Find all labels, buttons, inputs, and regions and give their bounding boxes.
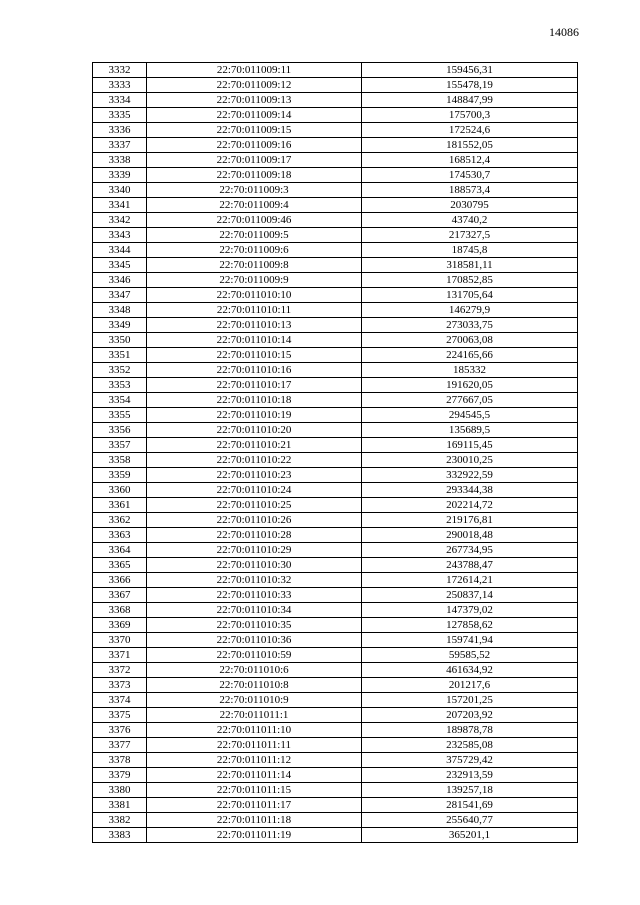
value-cell: 294545,5 xyxy=(362,408,578,423)
value-cell: 172524,6 xyxy=(362,123,578,138)
row-number-cell: 3348 xyxy=(93,303,147,318)
table-row xyxy=(93,708,578,723)
row-number-cell: 3360 xyxy=(93,483,147,498)
cadastral-number-cell: 22:70:011010:11 xyxy=(147,303,362,318)
value-cell: 365201,1 xyxy=(362,828,578,843)
cadastral-number-cell: 22:70:011010:16 xyxy=(147,363,362,378)
table-row xyxy=(93,393,578,408)
table-row xyxy=(93,693,578,708)
row-number-cell: 3383 xyxy=(93,828,147,843)
table-row xyxy=(93,498,578,513)
cadastral-number-cell: 22:70:011010:13 xyxy=(147,318,362,333)
table-row xyxy=(93,78,578,93)
row-number-cell: 3349 xyxy=(93,318,147,333)
cadastral-number-cell: 22:70:011011:18 xyxy=(147,813,362,828)
row-number-cell: 3334 xyxy=(93,93,147,108)
table-row xyxy=(93,363,578,378)
table-row xyxy=(93,633,578,648)
row-number-cell: 3376 xyxy=(93,723,147,738)
value-cell: 159456,31 xyxy=(362,63,578,78)
table-row xyxy=(93,678,578,693)
table-row xyxy=(93,768,578,783)
cadastral-number-cell: 22:70:011009:11 xyxy=(147,63,362,78)
value-cell: 168512,4 xyxy=(362,153,578,168)
table-row xyxy=(93,783,578,798)
cadastral-number-cell: 22:70:011010:30 xyxy=(147,558,362,573)
value-cell: 224165,66 xyxy=(362,348,578,363)
value-cell: 174530,7 xyxy=(362,168,578,183)
row-number-cell: 3353 xyxy=(93,378,147,393)
value-cell: 267734,95 xyxy=(362,543,578,558)
row-number-cell: 3357 xyxy=(93,438,147,453)
value-cell: 159741,94 xyxy=(362,633,578,648)
row-number-cell: 3356 xyxy=(93,423,147,438)
table-row xyxy=(93,618,578,633)
value-cell: 243788,47 xyxy=(362,558,578,573)
cadastral-number-cell: 22:70:011010:15 xyxy=(147,348,362,363)
table-row xyxy=(93,138,578,153)
table-row xyxy=(93,93,578,108)
cadastral-number-cell: 22:70:011010:6 xyxy=(147,663,362,678)
table-row xyxy=(93,168,578,183)
row-number-cell: 3338 xyxy=(93,153,147,168)
cadastral-number-cell: 22:70:011010:34 xyxy=(147,603,362,618)
cadastral-number-cell: 22:70:011011:19 xyxy=(147,828,362,843)
row-number-cell: 3372 xyxy=(93,663,147,678)
table-row xyxy=(93,408,578,423)
cadastral-number-cell: 22:70:011010:8 xyxy=(147,678,362,693)
table-row xyxy=(93,123,578,138)
table-row xyxy=(93,108,578,123)
row-number-cell: 3373 xyxy=(93,678,147,693)
row-number-cell: 3381 xyxy=(93,798,147,813)
value-cell: 201217,6 xyxy=(362,678,578,693)
value-cell: 293344,38 xyxy=(362,483,578,498)
cadastral-number-cell: 22:70:011010:28 xyxy=(147,528,362,543)
cadastral-number-cell: 22:70:011010:22 xyxy=(147,453,362,468)
row-number-cell: 3340 xyxy=(93,183,147,198)
value-cell: 175700,3 xyxy=(362,108,578,123)
value-cell: 43740,2 xyxy=(362,213,578,228)
row-number-cell: 3332 xyxy=(93,63,147,78)
value-cell: 202214,72 xyxy=(362,498,578,513)
cadastral-number-cell: 22:70:011009:18 xyxy=(147,168,362,183)
table-row xyxy=(93,288,578,303)
table-row xyxy=(93,483,578,498)
row-number-cell: 3362 xyxy=(93,513,147,528)
value-cell: 185332 xyxy=(362,363,578,378)
row-number-cell: 3335 xyxy=(93,108,147,123)
value-cell: 2030795 xyxy=(362,198,578,213)
value-cell: 290018,48 xyxy=(362,528,578,543)
value-cell: 318581,11 xyxy=(362,258,578,273)
row-number-cell: 3358 xyxy=(93,453,147,468)
table-row xyxy=(93,438,578,453)
value-cell: 273033,75 xyxy=(362,318,578,333)
row-number-cell: 3347 xyxy=(93,288,147,303)
cadastral-number-cell: 22:70:011009:13 xyxy=(147,93,362,108)
row-number-cell: 3366 xyxy=(93,573,147,588)
row-number-cell: 3377 xyxy=(93,738,147,753)
row-number-cell: 3375 xyxy=(93,708,147,723)
row-number-cell: 3341 xyxy=(93,198,147,213)
cadastral-number-cell: 22:70:011010:36 xyxy=(147,633,362,648)
cadastral-number-cell: 22:70:011010:35 xyxy=(147,618,362,633)
cadastral-number-cell: 22:70:011010:26 xyxy=(147,513,362,528)
table-row xyxy=(93,333,578,348)
row-number-cell: 3368 xyxy=(93,603,147,618)
cadastral-number-cell: 22:70:011010:29 xyxy=(147,543,362,558)
cadastral-number-cell: 22:70:011009:8 xyxy=(147,258,362,273)
value-cell: 181552,05 xyxy=(362,138,578,153)
cadastral-number-cell: 22:70:011009:14 xyxy=(147,108,362,123)
row-number-cell: 3361 xyxy=(93,498,147,513)
row-number-cell: 3369 xyxy=(93,618,147,633)
table-row xyxy=(93,738,578,753)
cadastral-number-cell: 22:70:011011:10 xyxy=(147,723,362,738)
value-cell: 255640,77 xyxy=(362,813,578,828)
row-number-cell: 3336 xyxy=(93,123,147,138)
table-row xyxy=(93,453,578,468)
row-number-cell: 3351 xyxy=(93,348,147,363)
cadastral-number-cell: 22:70:011009:3 xyxy=(147,183,362,198)
value-cell: 131705,64 xyxy=(362,288,578,303)
table-row xyxy=(93,588,578,603)
value-cell: 172614,21 xyxy=(362,573,578,588)
cadastral-number-cell: 22:70:011010:9 xyxy=(147,693,362,708)
table-row xyxy=(93,468,578,483)
table-row xyxy=(93,828,578,843)
value-cell: 270063,08 xyxy=(362,333,578,348)
row-number-cell: 3380 xyxy=(93,783,147,798)
row-number-cell: 3343 xyxy=(93,228,147,243)
registry-table-body xyxy=(93,63,578,843)
cadastral-number-cell: 22:70:011011:1 xyxy=(147,708,362,723)
table-row xyxy=(93,63,578,78)
cadastral-number-cell: 22:70:011009:17 xyxy=(147,153,362,168)
cadastral-number-cell: 22:70:011009:5 xyxy=(147,228,362,243)
table-row xyxy=(93,258,578,273)
table-row xyxy=(93,558,578,573)
cadastral-number-cell: 22:70:011009:46 xyxy=(147,213,362,228)
row-number-cell: 3374 xyxy=(93,693,147,708)
row-number-cell: 3370 xyxy=(93,633,147,648)
value-cell: 191620,05 xyxy=(362,378,578,393)
row-number-cell: 3382 xyxy=(93,813,147,828)
row-number-cell: 3342 xyxy=(93,213,147,228)
cadastral-number-cell: 22:70:011009:16 xyxy=(147,138,362,153)
cadastral-number-cell: 22:70:011010:25 xyxy=(147,498,362,513)
table-row xyxy=(93,753,578,768)
row-number-cell: 3371 xyxy=(93,648,147,663)
cadastral-number-cell: 22:70:011010:20 xyxy=(147,423,362,438)
row-number-cell: 3363 xyxy=(93,528,147,543)
row-number-cell: 3339 xyxy=(93,168,147,183)
row-number-cell: 3365 xyxy=(93,558,147,573)
table-row xyxy=(93,603,578,618)
value-cell: 219176,81 xyxy=(362,513,578,528)
table-row xyxy=(93,348,578,363)
row-number-cell: 3355 xyxy=(93,408,147,423)
table-row xyxy=(93,243,578,258)
row-number-cell: 3379 xyxy=(93,768,147,783)
table-row xyxy=(93,228,578,243)
cadastral-number-cell: 22:70:011010:33 xyxy=(147,588,362,603)
cadastral-number-cell: 22:70:011009:4 xyxy=(147,198,362,213)
value-cell: 157201,25 xyxy=(362,693,578,708)
cadastral-number-cell: 22:70:011010:10 xyxy=(147,288,362,303)
table-row xyxy=(93,423,578,438)
cadastral-number-cell: 22:70:011009:6 xyxy=(147,243,362,258)
value-cell: 277667,05 xyxy=(362,393,578,408)
value-cell: 232585,08 xyxy=(362,738,578,753)
page-number: 14086 xyxy=(549,25,579,39)
row-number-cell: 3350 xyxy=(93,333,147,348)
row-number-cell: 3364 xyxy=(93,543,147,558)
cadastral-number-cell: 22:70:011011:15 xyxy=(147,783,362,798)
table-row xyxy=(93,153,578,168)
row-number-cell: 3337 xyxy=(93,138,147,153)
value-cell: 155478,19 xyxy=(362,78,578,93)
table-row xyxy=(93,273,578,288)
cadastral-number-cell: 22:70:011010:24 xyxy=(147,483,362,498)
value-cell: 375729,42 xyxy=(362,753,578,768)
cadastral-number-cell: 22:70:011010:18 xyxy=(147,393,362,408)
value-cell: 169115,45 xyxy=(362,438,578,453)
cadastral-number-cell: 22:70:011009:12 xyxy=(147,78,362,93)
table-row xyxy=(93,198,578,213)
value-cell: 332922,59 xyxy=(362,468,578,483)
value-cell: 139257,18 xyxy=(362,783,578,798)
value-cell: 127858,62 xyxy=(362,618,578,633)
cadastral-number-cell: 22:70:011011:12 xyxy=(147,753,362,768)
table-row xyxy=(93,543,578,558)
table-row xyxy=(93,513,578,528)
value-cell: 18745,8 xyxy=(362,243,578,258)
table-row xyxy=(93,648,578,663)
table-row xyxy=(93,213,578,228)
cadastral-number-cell: 22:70:011010:19 xyxy=(147,408,362,423)
row-number-cell: 3344 xyxy=(93,243,147,258)
table-row xyxy=(93,723,578,738)
value-cell: 59585,52 xyxy=(362,648,578,663)
value-cell: 250837,14 xyxy=(362,588,578,603)
table-row xyxy=(93,318,578,333)
row-number-cell: 3352 xyxy=(93,363,147,378)
cadastral-number-cell: 22:70:011011:11 xyxy=(147,738,362,753)
cadastral-number-cell: 22:70:011009:9 xyxy=(147,273,362,288)
row-number-cell: 3346 xyxy=(93,273,147,288)
table-row xyxy=(93,528,578,543)
cadastral-number-cell: 22:70:011010:21 xyxy=(147,438,362,453)
value-cell: 189878,78 xyxy=(362,723,578,738)
value-cell: 217327,5 xyxy=(362,228,578,243)
table-row xyxy=(93,378,578,393)
value-cell: 461634,92 xyxy=(362,663,578,678)
value-cell: 148847,99 xyxy=(362,93,578,108)
table-row xyxy=(93,573,578,588)
cadastral-number-cell: 22:70:011010:14 xyxy=(147,333,362,348)
value-cell: 188573,4 xyxy=(362,183,578,198)
value-cell: 147379,02 xyxy=(362,603,578,618)
table-row xyxy=(93,813,578,828)
row-number-cell: 3333 xyxy=(93,78,147,93)
value-cell: 146279,9 xyxy=(362,303,578,318)
cadastral-number-cell: 22:70:011010:17 xyxy=(147,378,362,393)
value-cell: 232913,59 xyxy=(362,768,578,783)
row-number-cell: 3354 xyxy=(93,393,147,408)
table-row xyxy=(93,183,578,198)
row-number-cell: 3367 xyxy=(93,588,147,603)
value-cell: 170852,85 xyxy=(362,273,578,288)
cadastral-number-cell: 22:70:011011:14 xyxy=(147,768,362,783)
cadastral-number-cell: 22:70:011011:17 xyxy=(147,798,362,813)
cadastral-number-cell: 22:70:011009:15 xyxy=(147,123,362,138)
value-cell: 281541,69 xyxy=(362,798,578,813)
table-row xyxy=(93,303,578,318)
cadastral-number-cell: 22:70:011010:59 xyxy=(147,648,362,663)
row-number-cell: 3359 xyxy=(93,468,147,483)
row-number-cell: 3378 xyxy=(93,753,147,768)
cadastral-number-cell: 22:70:011010:32 xyxy=(147,573,362,588)
registry-table xyxy=(92,62,578,843)
table-row xyxy=(93,663,578,678)
row-number-cell: 3345 xyxy=(93,258,147,273)
value-cell: 207203,92 xyxy=(362,708,578,723)
value-cell: 230010,25 xyxy=(362,453,578,468)
cadastral-number-cell: 22:70:011010:23 xyxy=(147,468,362,483)
value-cell: 135689,5 xyxy=(362,423,578,438)
table-row xyxy=(93,798,578,813)
